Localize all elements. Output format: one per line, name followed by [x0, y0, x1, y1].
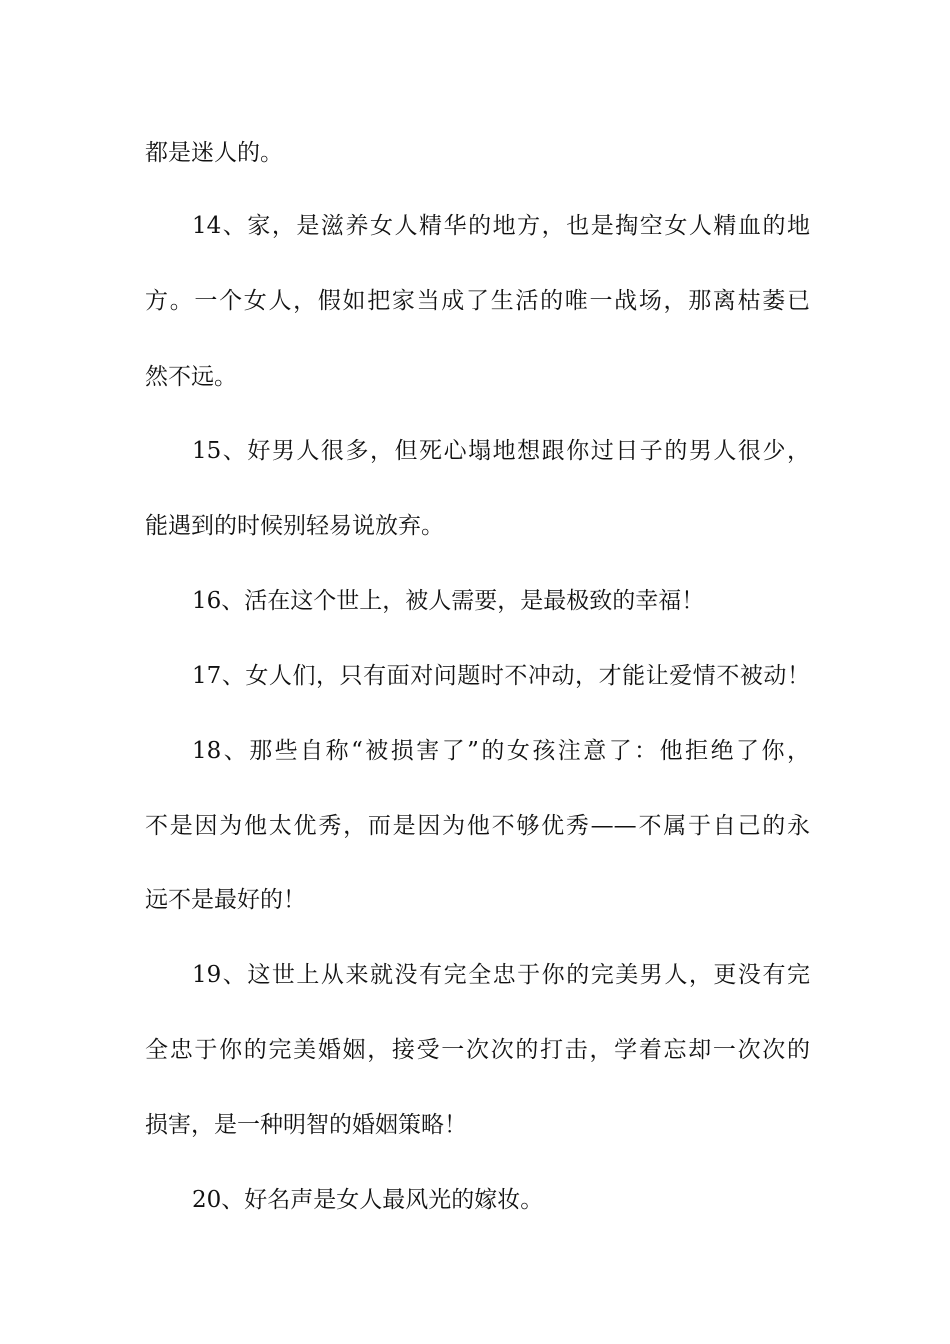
- text-line: 不是因为他太优秀，而是因为他不够优秀——不属于自己的永: [145, 813, 810, 839]
- text-line: 17、女人们，只有面对问题时不冲动，才能让爱情不被动！: [192, 663, 810, 689]
- text-line: 远不是最好的！: [145, 887, 306, 913]
- text-line: 16、活在这个世上，被人需要，是最极致的幸福！: [192, 588, 705, 614]
- text-line: 损害，是一种明智的婚姻策略！: [145, 1112, 467, 1138]
- text-line: 能遇到的时候别轻易说放弃。: [145, 513, 444, 539]
- text-line: 14、家，是滋养女人精华的地方，也是掏空女人精血的地: [192, 213, 810, 239]
- text-line: 全忠于你的完美婚姻，接受一次次的打击，学着忘却一次次的: [145, 1037, 810, 1063]
- text-line: 18、那些自称“被损害了”的女孩注意了：他拒绝了你，: [192, 738, 810, 764]
- text-line: 都是迷人的。: [145, 140, 283, 166]
- text-line: 方。一个女人，假如把家当成了生活的唯一战场，那离枯萎已: [145, 288, 810, 314]
- text-line: 然不远。: [145, 364, 237, 390]
- text-line: 19、这世上从来就没有完全忠于你的完美男人，更没有完: [192, 962, 810, 988]
- text-line: 20、好名声是女人最风光的嫁妆。: [192, 1187, 544, 1213]
- text-line: 15、好男人很多，但死心塌地想跟你过日子的男人很少，: [192, 438, 810, 464]
